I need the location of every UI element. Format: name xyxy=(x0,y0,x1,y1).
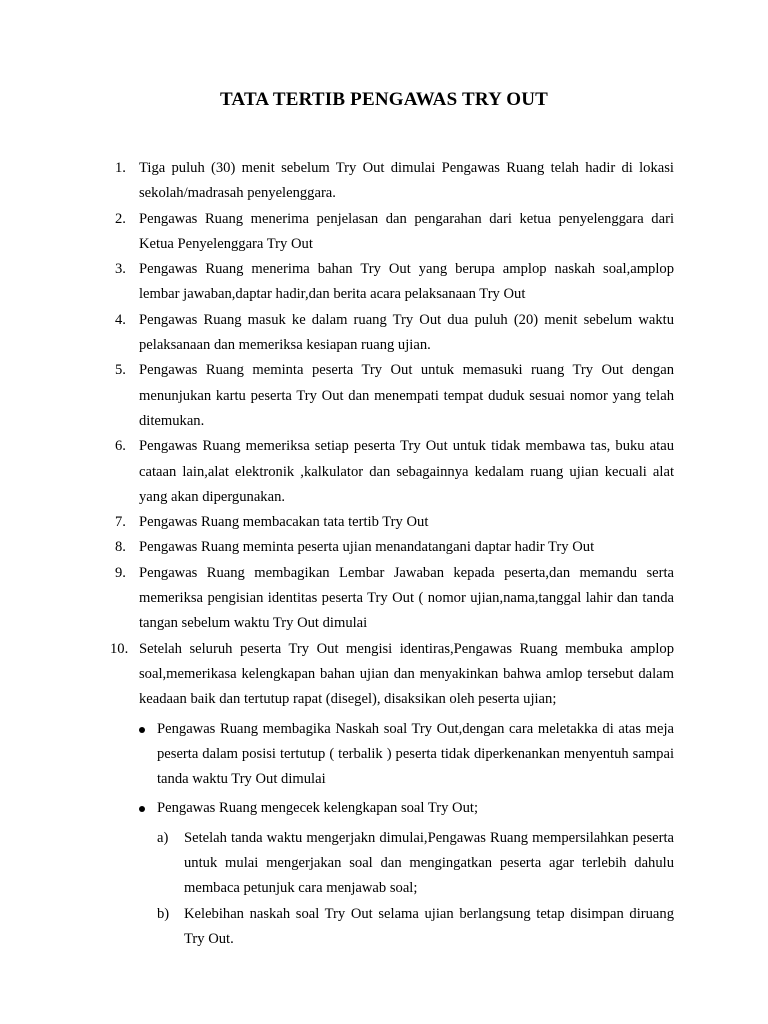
bullet-item xyxy=(0,717,768,793)
list-item xyxy=(0,637,768,713)
list-item xyxy=(0,434,768,510)
item-text: Tiga puluh (30) menit sebelum Try Out dimulai Pengawas Ruang telah hadir di lokasi sekolah/madrasah penyelenggara. xyxy=(139,160,674,202)
sub-item-text: Setelah tanda waktu mengerjakn dimulai,Pengawas Ruang mempersilahkan peserta untuk mulai mengerjakan soal dan mengingatkan peserta agar terlebih dahulu membaca petunjuk cara menjawab soal; xyxy=(184,829,674,897)
list-item xyxy=(0,535,768,560)
item-text: Pengawas Ruang memeriksa setiap peserta Try Out untuk tidak membawa tas, buku atau cataan lain,alat elektronik ,kalkulator dan sebagainnya kedalam ruang ujian kecuali alat yang akan dipergunakan. xyxy=(139,438,674,505)
item-text: Pengawas Ruang meminta peserta ujian menandatangani daptar hadir Try Out xyxy=(139,539,595,556)
item-number: 9. xyxy=(115,564,126,581)
item-text: Pengawas Ruang meminta peserta Try Out untuk memasuki ruang Try Out dengan menunjukan kartu peserta Try Out dan menempati tempat duduk sesuai nomor yang telah ditemukan. xyxy=(139,362,674,429)
item-number: 4. xyxy=(115,311,126,328)
bullet-item xyxy=(0,796,768,821)
sub-list-item xyxy=(0,826,768,902)
item-number: 7. xyxy=(115,514,126,531)
document-title: TATA TERTIB PENGAWAS TRY OUT xyxy=(219,89,549,110)
sub-list-item xyxy=(0,902,768,953)
item-text: Pengawas Ruang masuk ke dalam ruang Try Out dua puluh (20) menit sebelum waktu pelaksanaan dan memeriksa kesiapan ruang ujian. xyxy=(139,311,674,354)
item-text: Pengawas Ruang membagikan Lembar Jawaban kepada peserta,dan memandu serta memeriksa pengisian identitas peserta Try Out ( nomor ujian,nama,tanggal lahir dan tanda tangan sebelum waktu Try Out dimulai xyxy=(139,564,674,632)
item-number: 1. xyxy=(115,160,126,176)
list-item xyxy=(0,156,768,207)
list-item xyxy=(0,561,768,637)
bullet-dot-icon xyxy=(139,727,145,733)
item-text: Pengawas Ruang menerima bahan Try Out yang berupa amplop naskah soal,amplop lembar jawaban,daptar hadir,dan berita acara pelaksanaan Try Out xyxy=(139,261,674,303)
list-item xyxy=(0,510,768,535)
item-text: Setelah seluruh peserta Try Out mengisi identiras,Pengawas Ruang membuka amplop soal,memerikasa kelengkapan bahan ujian dan menyakinkan bahwa amlop tersebut dalam keadaan baik dan tertutup rapat (disegel), disaksikan oleh peserta ujian; xyxy=(139,640,674,708)
bullet-text: Pengawas Ruang membagika Naskah soal Try Out,dengan cara meletakka di atas meja peserta dalam posisi tertutup ( terbalik ) peserta tidak diperkenankan menyentuh sampai tanda waktu Try Out dimulai xyxy=(157,720,674,788)
item-number: 2. xyxy=(115,210,126,227)
item-text: Pengawas Ruang membacakan tata tertib Try Out xyxy=(139,514,429,531)
item-number: 6. xyxy=(115,438,126,455)
list-item xyxy=(0,308,768,359)
item-number: 5. xyxy=(115,362,126,379)
bullet-list xyxy=(0,717,768,953)
bullet-text: Pengawas Ruang mengecek kelengkapan soal Try Out; xyxy=(157,800,478,817)
rules-list xyxy=(0,156,768,952)
list-item xyxy=(0,358,768,434)
sub-item-label: b) xyxy=(157,905,170,922)
item-number: 8. xyxy=(115,539,126,556)
item-text: Pengawas Ruang menerima penjelasan dan pengarahan dari ketua penyelenggara dari Ketua Penyelenggara Try Out xyxy=(139,210,674,252)
list-item xyxy=(0,257,768,308)
item-number: 10. xyxy=(110,640,129,657)
sub-item-text: Kelebihan naskah soal Try Out selama ujian berlangsung tetap disimpan diruang Try Out. xyxy=(184,905,674,947)
sub-item-label: a) xyxy=(157,829,169,846)
list-item xyxy=(0,207,768,258)
bullet-dot-icon xyxy=(139,806,145,812)
item-number: 3. xyxy=(115,261,126,278)
